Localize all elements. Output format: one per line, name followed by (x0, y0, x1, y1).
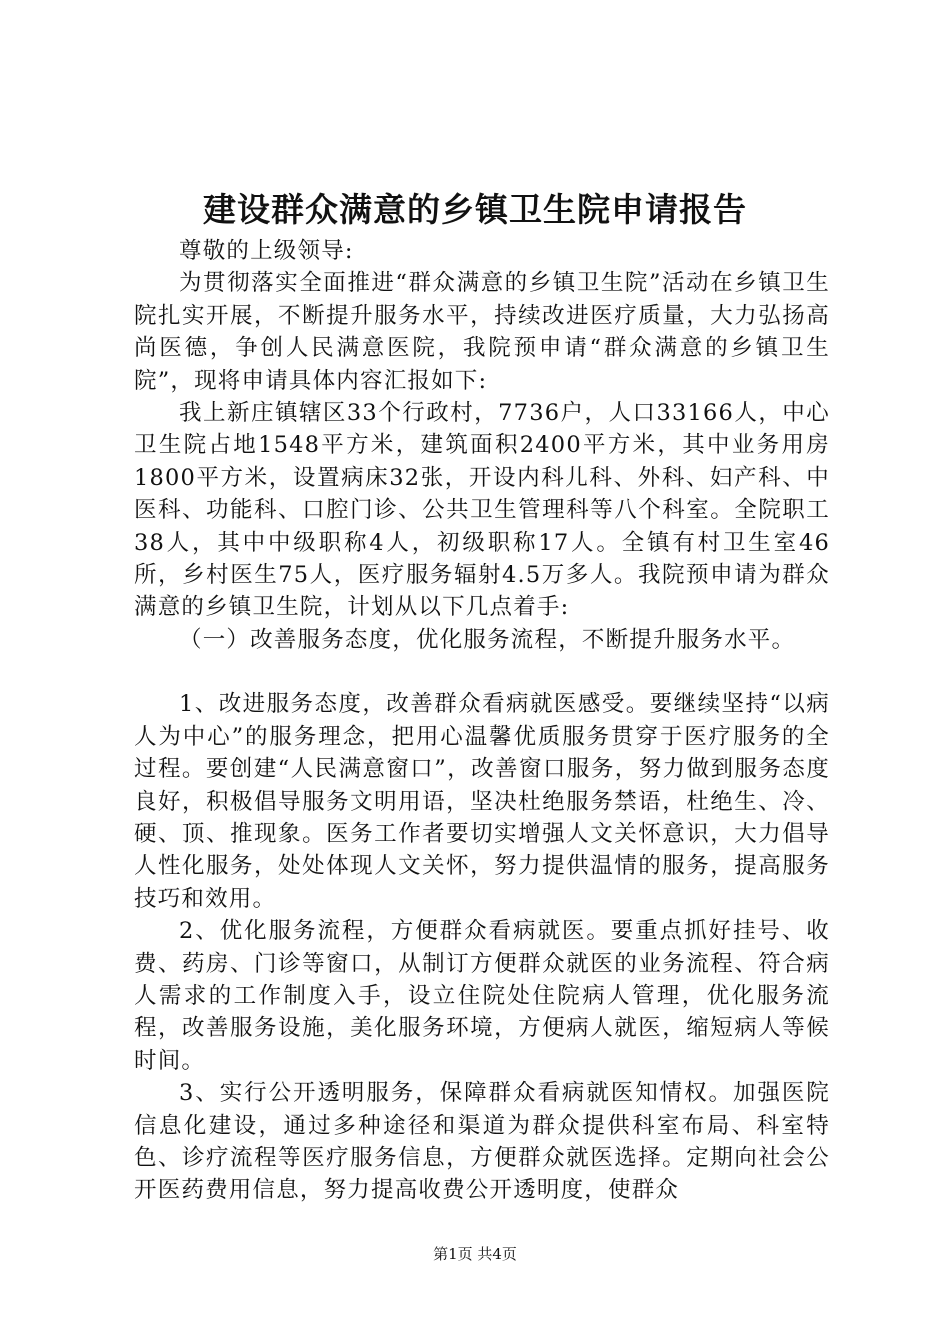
list-item: 2、优化服务流程，方便群众看病就医。要重点抓好挂号、收费、药房、门诊等窗口，从制订方便群众就医的业务流程、符合病人需求的工作制度入手，设立住院处住院病人管理，优化服务流程，改善服务设施，美化服务环境，方便病人就医，缩短病人等候时间。 (134, 918, 830, 1074)
section-heading: （一）改善服务态度，优化服务流程，不断提升服务水平。 (179, 626, 796, 653)
document-body (134, 235, 830, 1207)
list-item: 3、实行公开透明服务，保障群众看病就医知情权。加强医院信息化建设，通过多种途径和渠道为群众提供科室布局、科室特色、诊疗流程等医疗服务信息，方便群众就医选择。定期向社会公开医药费用信息，努力提高收费公开透明度，使群众 (134, 1080, 830, 1204)
page-footer: 第1页 共4页 (433, 1245, 517, 1263)
salutation: 尊敬的上级领导: (179, 238, 354, 264)
list-item: 1、改进服务态度，改善群众看病就医感受。要继续坚持“以病人为中心”的服务理念，把用心温馨优质服务贯穿于医疗服务的全过程。要创建“人民满意窗口”，改善窗口服务，努力做到服务态度良好，积极倡导服务文明用语，坚决杜绝服务禁语，杜绝生、冷、硬、顶、推现象。医务工作者要切实增强人文关怀意识，大力倡导人性化服务，处处体现人文关怀，努力提供温情的服务，提高服务技巧和效用。 (134, 691, 830, 912)
intro-paragraph: 为贯彻落实全面推进“群众满意的乡镇卫生院”活动在乡镇卫生院扎实开展，不断提升服务水平，持续改进医疗质量，大力弘扬高尚医德，争创人民满意医院，我院预申请“群众满意的乡镇卫生院”，现将申请具体内容汇报如下: (134, 270, 830, 394)
document-title: 建设群众满意的乡镇卫生院申请报告 (203, 190, 747, 229)
overview-paragraph: 我上新庄镇辖区33个行政村，7736户，人口33166人，中心卫生院占地1548平方米，建筑面积2400平方米，其中业务用房1800平方米，设置病床32张，开设内科儿科、外科、妇产科、中医科、功能科、口腔门诊、公共卫生管理科等八个科室。全院职工38人，其中中级职称4人，初级职称17人。全镇有村卫生室46所，乡村医生75人，医疗服务辐射4.5万多人。我院预申请为群众满意的乡镇卫生院，计划从以下几点着手: (134, 400, 830, 621)
